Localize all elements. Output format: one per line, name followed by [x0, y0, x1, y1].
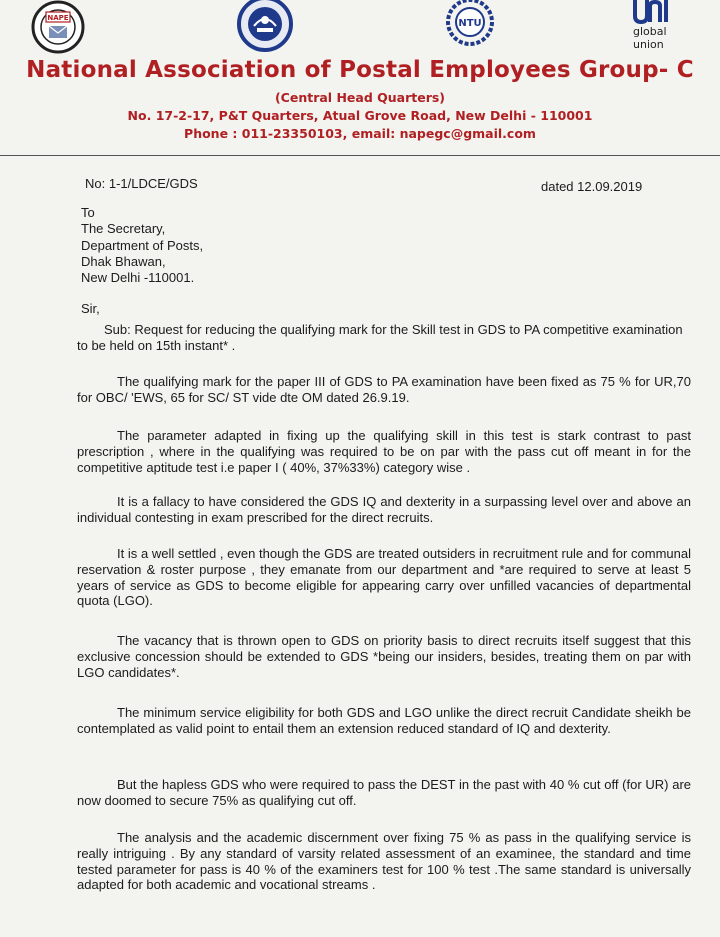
svg-text:global: global: [633, 25, 667, 38]
hq-label: (Central Head Quarters): [274, 90, 446, 105]
body-paragraph: The minimum service eligibility for both GDS and LGO unlike the direct recruit Candidate sheikh be contemplated as valid point to entail them an extension reduced standard of IQ and dexterity.: [77, 705, 691, 736]
body-paragraph: The parameter adapted in fixing up the qualifying skill in this test is stark contrast to past prescription , where in the qualifying was required to be on par with the pass cut off meant in for the competitive aptitude test i.e paper I ( 40%, 37%33%) category wise .: [77, 428, 691, 475]
svg-text:union: union: [633, 38, 664, 51]
napec-logo-icon: [30, 0, 86, 54]
body-paragraph: But the hapless GDS who were required to pass the DEST in the past with 40 % cut off (for UR) are now doomed to secure 75% as qualifying cut off.: [77, 777, 691, 808]
body-paragraph: The analysis and the academic discernment over fixing 75 % as pass in the qualifying service is really intriguing . By any standard of varsity related assessment of an examinee, the standard and time tested parameter for pass is 40 % of the examiners test for 100 % test .The same standard is universally adapted for both academic and vocational streams .: [77, 830, 691, 893]
body-paragraph: The qualifying mark for the paper III of GDS to PA examination have been fixed as 75 % for UR,70 for OBC/ 'EWS, 65 for SC/ ST vide dte OM dated 26.9.19.: [77, 374, 691, 405]
body-paragraph: The vacancy that is thrown open to GDS on priority basis to direct recruits itself suggest that this exclusive concession should be extended to GDS *being our insiders, besides, treating them on par with LGO candidates*.: [77, 633, 691, 680]
body-paragraph: It is a fallacy to have considered the GDS IQ and dexterity in a surpassing level over and above an individual contesting in exam prescribed for the direct recruits.: [77, 494, 691, 525]
salutation: Sir,: [81, 301, 100, 316]
union-badge-icon: [440, 0, 500, 54]
subject-line: Sub: Request for reducing the qualifying mark for the Skill test in GDS to PA competitive examination to be held on 15th instant* .: [77, 322, 683, 353]
addressee-line: To: [81, 205, 95, 220]
addressee-line: The Secretary,: [81, 221, 166, 237]
union-badge-text: NTU: [458, 18, 482, 29]
uni-global-union-logo-icon: [630, 0, 680, 56]
org-contact: Phone : 011-23350103, email: napegc@gmail.com: [184, 126, 536, 141]
body-paragraph: It is a well settled , even though the GDS are treated outsiders in recruitment rule and for communal reservation & roster purpose , they emanate from our department and *are required to serve at least 5 years of service as GDS to become eligible for appearing carry over unfilled vacancies of departmental quota (LGO).: [77, 546, 691, 609]
postal-emblem-icon: [230, 0, 300, 56]
org-address: No. 17-2-17, P&T Quarters, Atual Grove Road, New Delhi - 110001: [127, 108, 593, 123]
addressee-block: [81, 205, 203, 286]
addressee-line: Department of Posts,: [81, 237, 204, 253]
organization-name: National Association of Postal Employees Group- C: [26, 57, 694, 83]
addressee-line: Dhak Bhawan,: [81, 253, 166, 269]
header-divider: [0, 155, 720, 156]
napec-logo-text: NAPE: [47, 14, 69, 22]
letter-date: dated 12.09.2019: [541, 179, 643, 194]
reference-number: No: 1-1/LDCE/GDS: [85, 176, 198, 191]
addressee-line: New Delhi -110001.: [81, 270, 195, 286]
